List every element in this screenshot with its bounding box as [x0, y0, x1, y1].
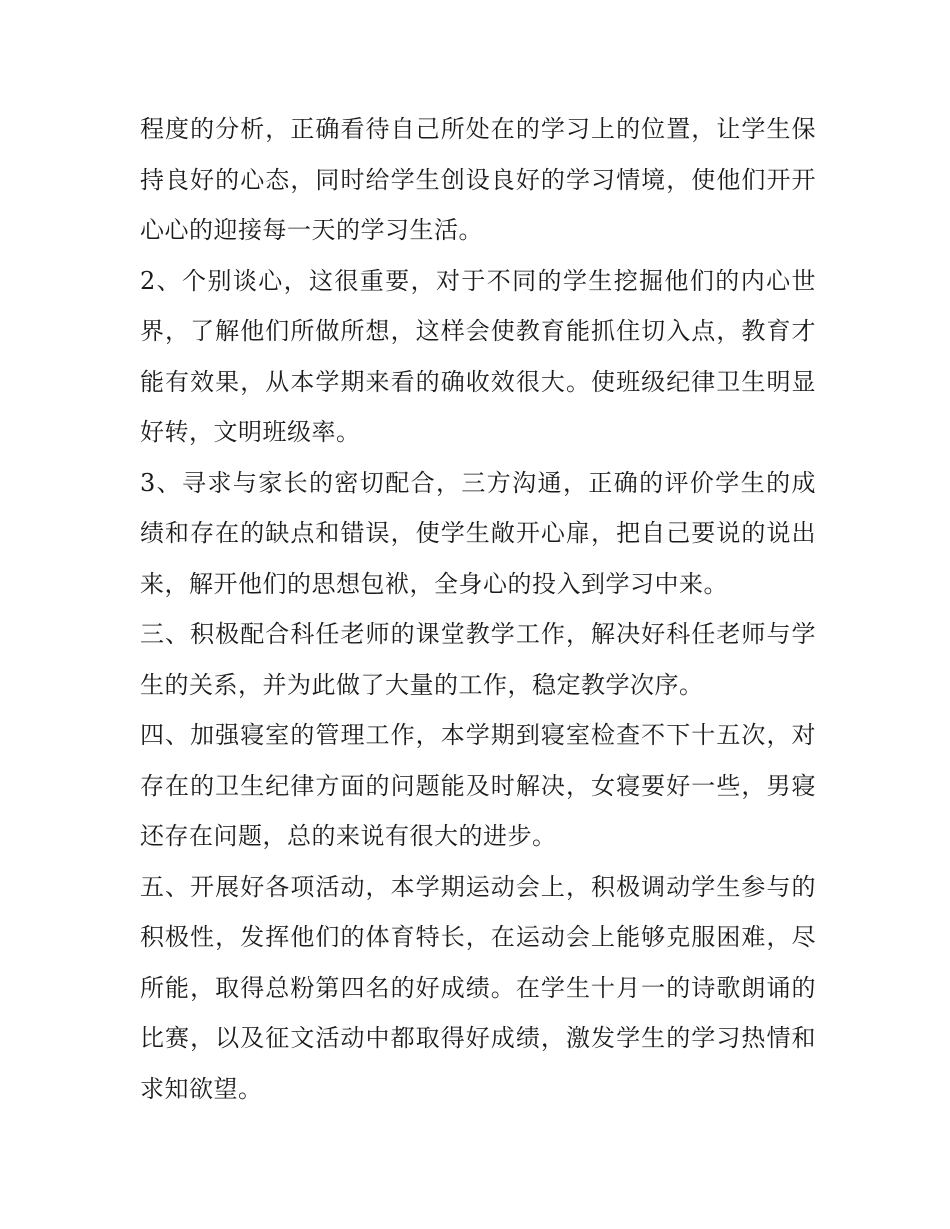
paragraph-teacher-cooperation: 三、积极配合科任老师的课堂教学工作，解决好科任老师与学生的关系，并为此做了大量的工作，稳定教学次序。 [140, 620, 816, 699]
paragraph-parent-cooperation: 3、寻求与家长的密切配合，三方沟通，正确的评价学生的成绩和存在的缺点和错误，使学生敞开心扉，把自己要说的说出来，解开他们的思想包袱，全身心的投入到学习中来。 [140, 468, 816, 598]
paragraph-dormitory-management: 四、加强寝室的管理工作，本学期到寝室检查不下十五次，对存在的卫生纪律方面的问题能及时解决，女寝要好一些，男寝还存在问题，总的来说有很大的进步。 [140, 721, 816, 850]
paragraph-individual-talk: 2、个别谈心，这很重要，对于不同的学生挖掘他们的内心世界，了解他们所做所想，这样会使教育能抓住切入点，教育才能有效果，从本学期来看的确收效很大。使班级纪律卫生明显好转，文明班级率。 [140, 266, 816, 446]
paragraph-activities: 五、开展好各项活动，本学期运动会上，积极调动学生参与的积极性，发挥他们的体育特长，在运动会上能够克服困难，尽所能，取得总粉第四名的好成绩。在学生十月一的诗歌朗诵的比赛，以及征文活动中都取得好成绩，激发学生的学习热情和求知欲望。 [140, 872, 816, 1103]
document-body [140, 104, 816, 1114]
paragraph-mental-state: 程度的分析，正确看待自己所处在的学习上的位置，让学生保持良好的心态，同时给学生创设良好的学习情境，使他们开开心心的迎接每一天的学习生活。 [140, 115, 816, 244]
